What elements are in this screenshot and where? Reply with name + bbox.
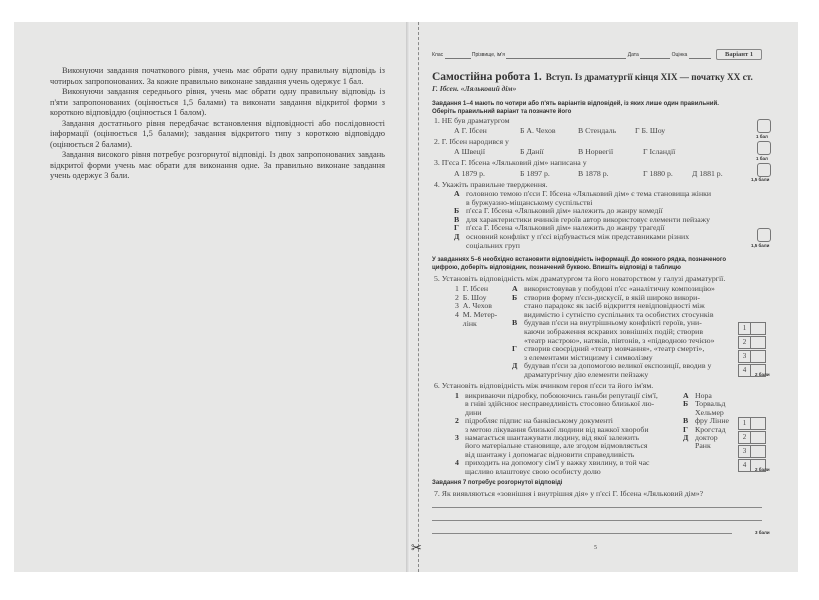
option-letter[interactable]: В: [454, 214, 460, 224]
hero-name: Торвальд: [695, 399, 726, 409]
hero-name: Ранк: [695, 441, 711, 451]
action-text: дини: [465, 407, 482, 417]
question-text: 1. НЕ був драматургом: [434, 116, 510, 125]
action-number: 3: [455, 433, 459, 442]
paragraph: Виконуючи завдання середнього рівня, учень має обрати одну правильну відповідь із п'яти запропонованих (оцінюється 1,5 балами) та виконати завдання відкритої форми з короткою відповіддю (оцінюється 1 балом).: [50, 87, 385, 117]
answer-row[interactable]: [738, 322, 766, 335]
option[interactable]: Г 1880 р.: [643, 169, 673, 178]
page-number: 5: [594, 545, 597, 551]
instruction: Завдання 1–4 мають по чотири або п'ять варіантів відповідей, із яких лише один правильний.: [432, 100, 719, 107]
option[interactable]: В 1878 р.: [578, 169, 609, 178]
row-number: 3: [739, 446, 751, 457]
innovation-text: використовував у побудові п'єс «аналітичну композицію»: [524, 284, 715, 293]
option-text[interactable]: для характеристики вчинків героїв автор використовує елементи пейзажу: [466, 214, 710, 224]
answer-row[interactable]: [738, 336, 766, 349]
option[interactable]: А Г. Ібсен: [454, 126, 487, 135]
dramatist-item: 1 Г. Ібсен: [455, 284, 489, 293]
instruction: Завдання 7 потребує розгорнутої відповіді: [432, 479, 563, 486]
score-label: 1 бал: [756, 156, 768, 161]
answer-table[interactable]: [738, 322, 766, 378]
option-text[interactable]: основний конфлікт у п'єсі відбувається між представниками різних: [466, 232, 690, 241]
answer-box[interactable]: [757, 163, 771, 177]
innovation-text: створив своєрідний «театр мовчання», «театр смерті»,: [524, 344, 705, 354]
innovation-text: драматургічну дію елементи пейзажу: [524, 370, 649, 379]
row-number: 2: [739, 432, 751, 443]
answer-line[interactable]: [432, 507, 762, 508]
hero-name: фру Лінне: [695, 416, 729, 426]
answer-box[interactable]: [757, 141, 771, 155]
row-number: 1: [739, 323, 751, 334]
cut-line: [418, 22, 419, 572]
option[interactable]: В Норвегії: [578, 147, 614, 156]
question-text: 6. Установіть відповідність між вчинком героя п'єси та його ім'ям.: [434, 381, 654, 390]
option[interactable]: Г Ісландії: [643, 147, 676, 156]
answer-cell[interactable]: [751, 351, 765, 362]
answer-cell[interactable]: [751, 323, 765, 334]
action-text: з метою лікування близької людини від важкої хвороби: [465, 424, 649, 434]
hero-name: Хельмер: [695, 407, 724, 417]
paragraph: Виконуючи завдання початкового рівня, учень має обрати одну правильну відповідь із чотирьох запропонованих. За кожне правильно виконане завдання учень одержує 1 бал.: [50, 66, 385, 86]
paragraph: Завдання достатнього рівня передбачає встановлення відповідності або послідовності інформації (оцінюється 1,5 балами); завдання відкритого типу з короткою відповіддю (оцінюється 2 балами).: [50, 118, 385, 149]
answer-row[interactable]: [738, 417, 766, 430]
action-text: від шантажу і допомагає відновити справедливість: [465, 449, 635, 459]
answer-table[interactable]: [738, 417, 766, 473]
option-text[interactable]: п'єса Г. Ібсена «Ляльковий дім» належить до жанру трагедії: [466, 223, 665, 233]
innovation-text: з елементами містицизму і символізму: [524, 352, 653, 362]
answer-box[interactable]: [757, 119, 771, 133]
row-number: 4: [739, 365, 751, 376]
option-letter[interactable]: Г: [454, 223, 459, 233]
scissors-icon: ✂: [411, 540, 422, 555]
answer-row[interactable]: [738, 445, 766, 458]
score-label: 2 бали: [755, 372, 770, 377]
variant-badge: Варіант 1: [716, 49, 762, 60]
answer-row[interactable]: [738, 350, 766, 363]
page-title: [432, 69, 753, 84]
dramatist-item: 4 М. Метер-: [455, 310, 498, 320]
hero-name: Крогстад: [695, 424, 726, 434]
score-label: 1,5 бали: [751, 243, 770, 248]
option-text[interactable]: в буржуазно-міщанському суспільстві: [466, 197, 593, 207]
action-text: викриваючи підробку, побоюючись ганьби репутації сім'ї,: [465, 391, 658, 400]
action-number: 1: [455, 391, 459, 400]
option-letter[interactable]: А: [454, 189, 460, 198]
hero-letter: В: [683, 416, 689, 426]
row-number: 1: [739, 418, 751, 429]
answer-line[interactable]: [432, 520, 762, 521]
action-text: приходить на допомогу сім'ї у важку хвилину, в той час: [465, 458, 650, 468]
question-text: 7. Як виявляються «зовнішня і внутрішня дія» у п'єсі Г. Ібсена «Ляльковий дім»?: [434, 489, 704, 498]
innovation-text: стано парадокс як засіб відкриття невідповідності між: [524, 301, 705, 311]
option[interactable]: А 1879 р.: [454, 169, 485, 178]
option-text[interactable]: п'єса Г. Ібсена «Ляльковий дім» належить до жанру комедії: [466, 206, 663, 216]
left-page-text: [50, 66, 385, 182]
innovation-letter: Б: [512, 292, 518, 302]
answer-box[interactable]: [757, 228, 771, 242]
hero-letter: Б: [683, 399, 689, 409]
instruction: Оберіть правильний варіант та позначте його: [432, 108, 572, 115]
action-text: підробляє підпис на банківському документі: [465, 416, 613, 426]
option-letter[interactable]: Б: [454, 206, 460, 216]
action-text: щасливо влаштовує свою особисту долю: [465, 466, 601, 476]
question-text: 5. Установіть відповідність між драматургом та його новаторством у галузі драматургії.: [434, 274, 726, 283]
option-text[interactable]: головною темою п'єси Г. Ібсена «Ляльковий дім» є тема становища жінки: [466, 189, 712, 198]
option[interactable]: В Стендаль: [578, 126, 617, 135]
answer-cell[interactable]: [751, 418, 765, 429]
name-label: Прізвище, ім'я: [471, 52, 505, 58]
class-label: Клас: [432, 52, 444, 58]
score-label: 1,5 бали: [751, 177, 770, 182]
innovation-text: «театр настрою», натяків, півтонів, з «підводною течією»: [524, 335, 715, 345]
option-letter[interactable]: Д: [454, 232, 460, 241]
class-field[interactable]: [445, 58, 471, 59]
dramatist-item: 2 Б. Шоу: [455, 292, 487, 302]
answer-row[interactable]: [738, 431, 766, 444]
option[interactable]: А Швеції: [454, 147, 486, 156]
innovation-text: будував п'єси за допомогою великої експозиції, вводив у: [524, 361, 712, 371]
answer-cell[interactable]: [751, 432, 765, 443]
row-number: 2: [739, 337, 751, 348]
hero-letter: Г: [683, 424, 688, 434]
question-text: 4. Укажіть правильне твердження.: [434, 180, 548, 189]
action-number: 2: [455, 416, 459, 426]
book-spine: [406, 22, 410, 572]
score-label: 2 бали: [755, 467, 770, 472]
grade-field[interactable]: [689, 58, 711, 59]
score-label: 3 бали: [755, 530, 770, 535]
dramatist-item: лінк: [455, 318, 477, 328]
innovation-text: видимістю і сутністю суспільних та особистих стосунків: [524, 309, 714, 319]
option[interactable]: Д 1881 р.: [692, 169, 723, 178]
option[interactable]: Б 1897 р.: [520, 169, 550, 178]
option-text[interactable]: соціальних груп: [466, 240, 520, 250]
instruction: У завданнях 5–6 необхідно встановити відповідність інформації. До кожного рядка, позначеного: [432, 256, 727, 263]
innovation-letter: Д: [512, 361, 518, 371]
innovation-text: будував п'єси на внутрішньому конфлікті героїв, уни-: [524, 318, 702, 328]
hero-name: доктор: [695, 433, 718, 442]
grade-label: Оцінка: [671, 52, 688, 58]
option[interactable]: Б А. Чехов: [520, 126, 556, 135]
date-label: Дата: [627, 52, 639, 58]
action-text: в гніві здійснює несправедливість стосовно близької лю-: [465, 399, 655, 409]
question-text: 2. Г. Ібсен народився у: [434, 137, 509, 146]
dramatist-item: 3 А. Чехов: [455, 301, 492, 311]
action-number: 4: [455, 458, 459, 468]
question-text: 3. П'єса Г. Ібсена «Ляльковий дім» написана у: [434, 158, 587, 167]
action-text: намагається шантажувати людину, від якої залежить: [465, 433, 640, 442]
answer-line[interactable]: [432, 533, 732, 534]
hero-letter: А: [683, 391, 689, 400]
score-label: 1 бал: [756, 134, 768, 139]
row-number: 4: [739, 460, 751, 471]
date-field[interactable]: [640, 58, 670, 59]
action-text: його матеріальне становище, але згодом відмовляється: [465, 441, 648, 451]
instruction: цифрою, доберіть відповідник, позначений буквою. Впишіть відповіді в таблицю: [432, 264, 681, 271]
hero-name: Нора: [695, 391, 712, 400]
innovation-letter: Г: [512, 344, 517, 354]
answer-cell[interactable]: [751, 337, 765, 348]
paragraph: Завдання високого рівня потребує розгорнутої відповіді. Із двох запропонованих завдань відкритої форми учень має обрати для виконання одне. За правильно виконане завдання учень одержує 3 бали.: [50, 150, 385, 180]
option[interactable]: Б Данії: [520, 147, 544, 156]
title-subtitle: Г. Ібсен. «Ляльковий дім»: [432, 84, 517, 93]
hero-letter: Д: [683, 433, 689, 442]
answer-cell[interactable]: [751, 446, 765, 457]
row-number: 3: [739, 351, 751, 362]
innovation-letter: В: [512, 318, 518, 328]
name-field[interactable]: [506, 58, 626, 59]
innovation-text: каючи зображення яскравих зовнішніх подій; створив: [524, 327, 704, 336]
student-info-row: [432, 52, 711, 59]
option[interactable]: Г Б. Шоу: [635, 126, 666, 135]
innovation-text: створив форму п'єси-дискусії, в якій широко викори-: [524, 292, 700, 302]
innovation-letter: А: [512, 284, 518, 293]
title-main: Самостійна робота 1.: [432, 71, 542, 83]
title-topic: Вступ. Із драматургії кінця XIX — початку XX ст.: [545, 72, 753, 82]
